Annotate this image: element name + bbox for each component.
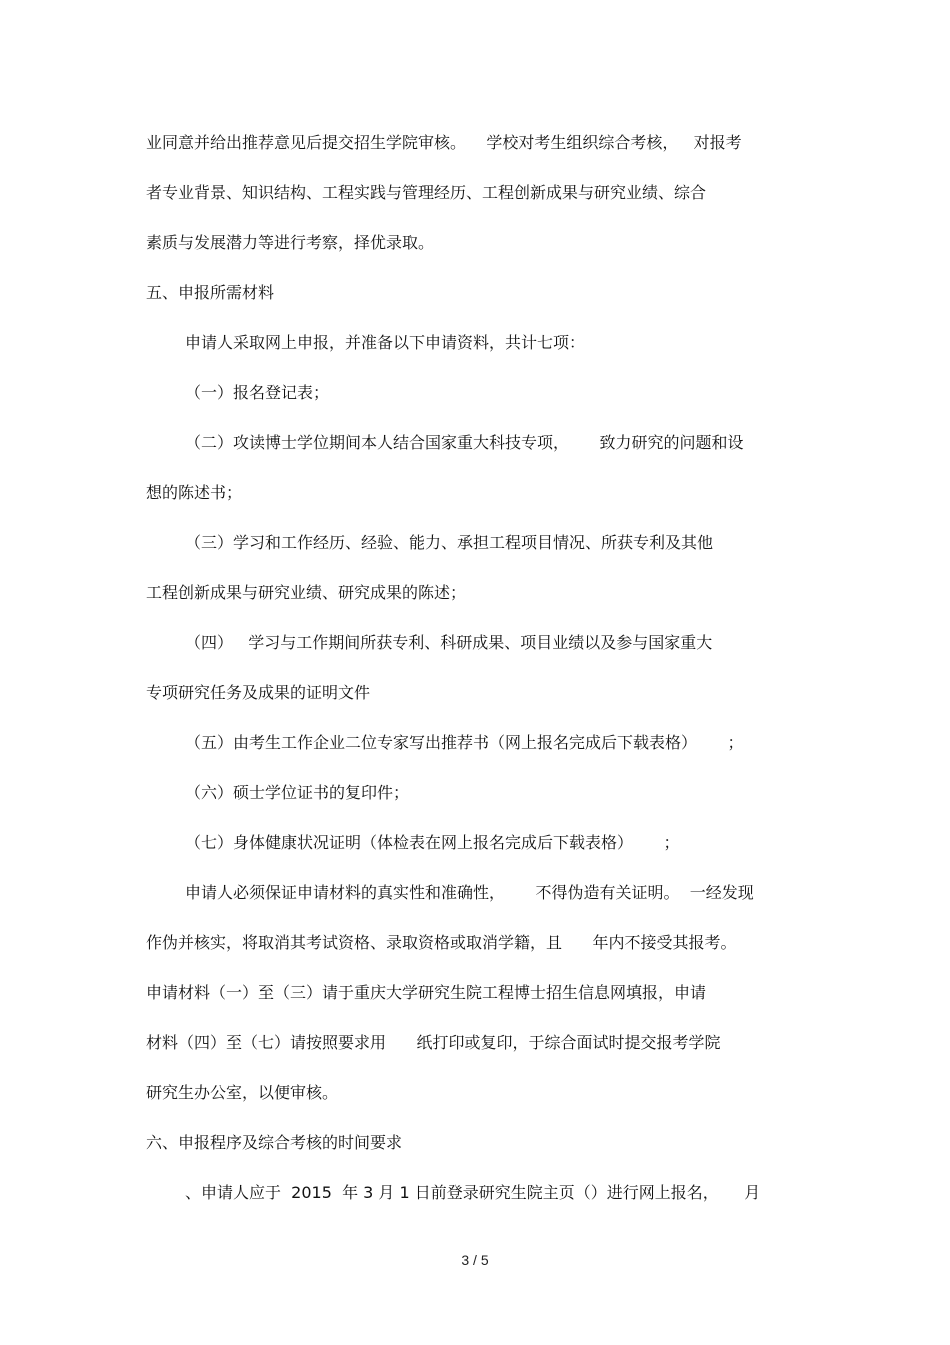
body-line: 作伪并核实，将取消其考试资格、录取资格或取消学籍，且 年内不接受其报考。	[146, 933, 737, 952]
section-heading: 五、申报所需材料	[146, 283, 275, 302]
body-line: 材料（四）至（七）请按照要求用 纸打印或复印，于综合面试时提交报考学院	[146, 1033, 721, 1052]
body-line: 申请材料（一）至（三）请于重庆大学研究生院工程博士招生信息网填报，申请	[146, 983, 707, 1002]
list-item: （六）硕士学位证书的复印件；	[185, 783, 410, 802]
body-line: 素质与发展潜力等进行考察，择优录取。	[146, 233, 435, 252]
body-line: 申请人必须保证申请材料的真实性和准确性， 不得伪造有关证明。 一经发现	[185, 883, 754, 902]
list-item-continuation: 想的陈述书；	[146, 483, 243, 502]
body-line: 申请人采取网上申报，并准备以下申请资料，共计七项：	[185, 333, 586, 352]
body-line: 者专业背景、知识结构、工程实践与管理经历、工程创新成果与研究业绩、综合	[146, 183, 707, 202]
body-line: 、申请人应于 2015 年 3 月 1 日前登录研究生院主页（）进行网上报名， 月	[185, 1183, 761, 1202]
list-item-continuation: 专项研究任务及成果的证明文件	[146, 683, 371, 702]
page-number: 3 / 5	[461, 1252, 489, 1268]
list-item: （七）身体健康状况证明（体检表在网上报名完成后下载表格） ；	[185, 833, 680, 852]
body-line: 业同意并给出推荐意见后提交招生学院审核。 学校对考生组织综合考核， 对报考	[146, 133, 742, 152]
section-heading: 六、申报程序及综合考核的时间要求	[146, 1133, 403, 1152]
list-item: （五）由考生工作企业二位专家写出推荐书（网上报名完成后下载表格） ；	[185, 733, 744, 752]
body-line: 研究生办公室，以便审核。	[146, 1083, 339, 1102]
list-item: （二）攻读博士学位期间本人结合国家重大科技专项， 致力研究的问题和设	[185, 433, 744, 452]
list-item: （三）学习和工作经历、经验、能力、承担工程项目情况、所获专利及其他	[185, 533, 714, 552]
list-item-continuation: 工程创新成果与研究业绩、研究成果的陈述；	[146, 583, 467, 602]
list-item: （四） 学习与工作期间所获专利、科研成果、项目业绩以及参与国家重大	[185, 633, 713, 652]
list-item: （一）报名登记表；	[185, 383, 330, 402]
